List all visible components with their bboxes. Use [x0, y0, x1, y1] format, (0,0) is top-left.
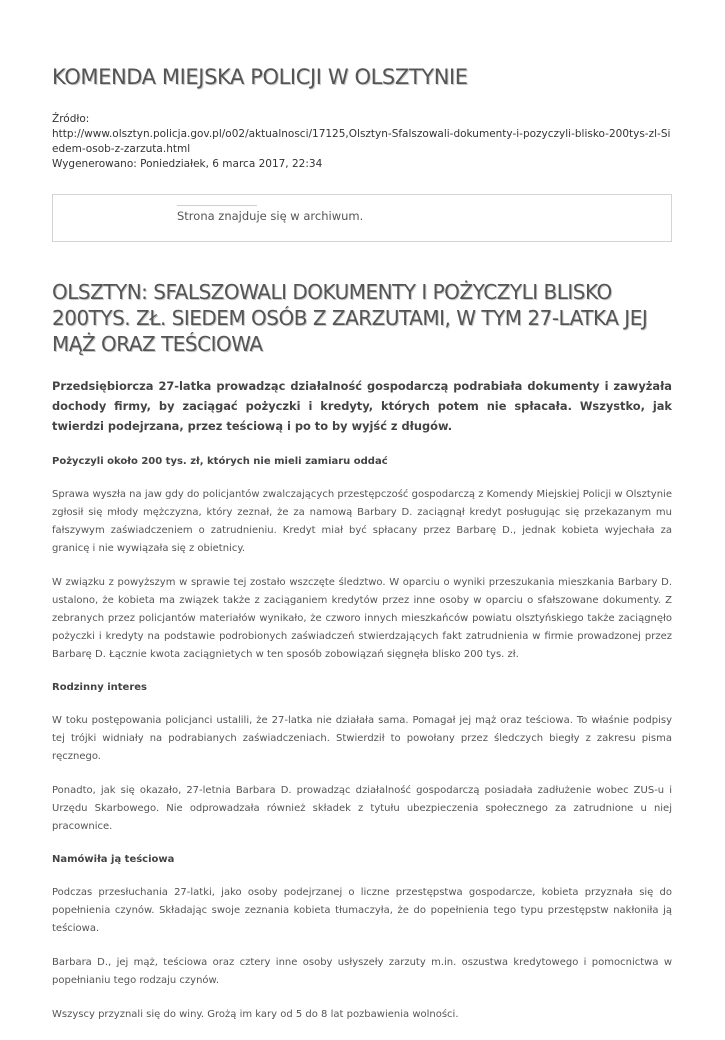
paragraph-3: W toku postępowania policjanci ustalili, że 27-latka nie działała sama. Pomagał jej mąż oraz teściowa. To właśnie podpisy tej trójki widniały na podrabianych zaświadczeniach. Stwierdził to powołany przez śledczych biegły z zakresu pisma ręcznego.: [52, 715, 672, 762]
source-url-link[interactable]: http://www.olsztyn.policja.gov.pl/o02/aktualnosci/17125,Olsztyn-Sfalszowali-dokumenty-i-pozyczyli-blisko-200tys-zl-Siedem-osob-z-zarzuta.html: [52, 128, 671, 155]
paragraph-2: W związku z powyższym w sprawie tej zostało wszczęte śledztwo. W oparciu o wyniki przeszukania mieszkania Barbary D. ustalono, że kobieta ma związek także z zaciąganiem kredytów przez inne osoby w oparciu o sfałszowane dokumenty. Z zebranych przez policjantów materiałów wynikało, że czworo innych mieszkańców powiatu olsztyńskiego także zaciągnęło pożyczki i kredyty na podstawie podrobionych zaświadczeń stwierdzających fakt zatrudnienia w firmie prowadzonej przez Barbarę D. Łącznie kwota zaciągnietych w ten sposób zobowiązań sięgnęła blisko 200 tys. zł.: [52, 577, 672, 660]
source-meta: [52, 112, 674, 172]
paragraph-1: Sprawa wyszła na jaw gdy do policjantów zwalczających przestępczość gospodarczą z Komendy Miejskiej Policji w Olsztynie zgłosił się młody mężczyzna, który zeznał, że za namową Barbary D. zaciągnął kredyt posługując się przekazanym mu fałszywym zaświadczeniem o zatrudnieniu. Kredyt miał być spłacany przez Barbarę D., jednak kobieta wyjechała za granicę i nie wywiązała się z obietnicy.: [52, 489, 672, 554]
archive-notice-box: [52, 194, 672, 242]
divider: [177, 205, 257, 206]
section-heading-loans: Pożyczyli około 200 tys. zł, których nie mieli zamiaru oddać: [52, 456, 388, 467]
archive-notice: Strona znajduje się w archiwum.: [177, 209, 364, 223]
paragraph-7: Wszyscy przyznali się do winy. Grożą im kary od 5 do 8 lat pozbawienia wolności.: [52, 1009, 459, 1020]
paragraph-6: Barbara D., jej mąż, teściowa oraz cztery inne osoby usłyszeły zarzuty m.in. oszustwa kredytowego i pomocnictwa w popełnianiu tego rodzaju czynów.: [52, 957, 672, 986]
generated-date: Wygenerowano: Poniedziałek, 6 marca 2017, 22:34: [52, 158, 323, 170]
section-heading-mother-in-law: Namówiła ją teściowa: [52, 854, 175, 865]
source-label: Źródło:: [52, 113, 90, 125]
paragraph-5: Podczas przesłuchania 27-latki, jako osoby podejrzanej o liczne przestępstwa gospodarcze, kobieta przyznała się do popełnienia czynów. Składając swoje zeznania kobieta tłumaczyła, że do popełnienia tego typu przestępstw nakłoniła ją teściowa.: [52, 887, 672, 934]
article-lead: Przedsiębiorcza 27-latka prowadząc działalność gospodarczą podrabiała dokumenty i zawyżała dochody firmy, by zaciągać pożyczki i kredyty, których potem nie spłacała. Wszystko, jak twierdzi podejrzana, przez teściową i po to by wyjść z długów.: [52, 379, 672, 433]
site-title: KOMENDA MIEJSKA POLICJI W OLSZTYNIE: [52, 65, 468, 89]
article-title: OLSZTYN: SFALSZOWALI DOKUMENTY I POŻYCZYLI BLISKO 200TYS. ZŁ. SIEDEM OSÓB Z ZARZUTAMI, W TYM 27-LATKA JEJ MĄŻ ORAZ TEŚCIOWA: [52, 280, 648, 356]
paragraph-4: Ponadto, jak się okazało, 27-letnia Barbara D. prowadząc działalność gospodarczą posiadała zadłużenie wobec ZUS-u i Urzędu Skarbowego. Nie odprowadzała również składek z tytułu ubezpieczenia społecznego za zatrudnione u niej pracownice.: [52, 785, 672, 832]
article-body: [52, 376, 672, 1040]
section-heading-family: Rodzinny interes: [52, 682, 147, 693]
